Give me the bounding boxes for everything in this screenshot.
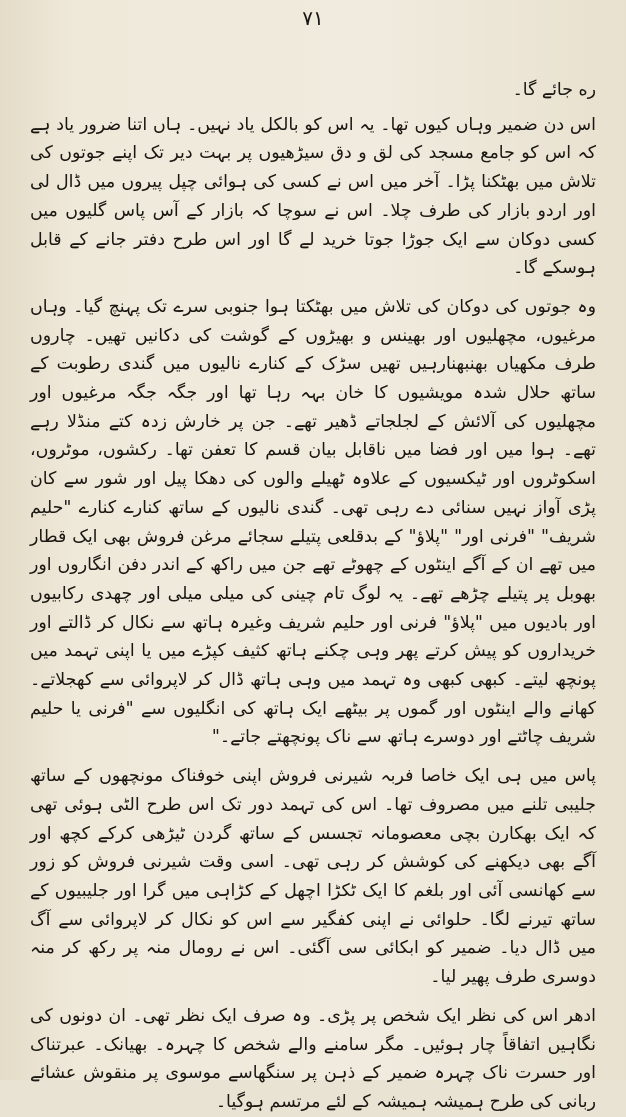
paragraph-1: ره جائے گا۔ [512, 80, 596, 100]
page-text [30, 76, 596, 1117]
paragraph-5: ادھر اس کی نظر ایک شخص پر پڑی۔ وہ صرف ایک نظر تھی۔ ان دونوں کی نگاہیں اتفاقاً چار ہوئیں۔ مگر سامنے والے شخص کا چہرہ۔ بھیانک۔ عبرتناک اور حسرت ناک چہرہ ضمیر کے ذہن پر سنگھاسے موسوی پر منقوش عشائے ربانی کی طرح ہمیشہ ہمیشہ کے لئے مرتسم ہوگیا۔ [30, 1005, 596, 1112]
page-number: ٧١ [302, 6, 324, 30]
paragraph-3: وہ جوتوں کی دوکان کی تلاش میں بھٹکتا ہوا جنوبی سرے تک پہنچ گیا۔ وہاں مرغیوں، مچھلیوں اور بھینس و بھیڑوں کے گوشت کی دکانیں تھیں۔ چاروں طرف مکھیاں بھنبھنارہیں تھیں سڑک کے کنارے نالیوں میں گندی رطوبت کے ساتھ حلال شدہ مویشیوں کا خان بہہ رہا تھا اور جگہ جگہ مرغیوں اور مچھلیوں کی آلائش کے لجلجاتے ڈھیر تھے۔ جن پر خارش زدہ کتے منڈلا رہے تھے۔ ہوا میں اور فضا میں ناقابل بیان قسم کا تعفن تھا۔ رکشوں، موٹروں، اسکوٹروں اور ٹیکسیوں کے علاوہ ٹھیلے والوں کی دھکا پیل اور شور سے کان پڑی آواز نہیں سنائی دے رہی تھی۔ گندی نالیوں کے ساتھ کنارے کنارے "حلیم شریف" "فرنی اور" "پلاؤ" کے بدقلعی پتیلے سجائے مرغن فروش بھی ایک قطار میں تھے ان کے آگے اینٹوں کے چھوٹے تھے جن میں راکھ کے اندر دفن انگاروں اور بھوبل پر پتیلے چڑھے تھے۔ یہ لوگ تام چینی کی میلی میلی اور چھدی رکابیوں اور بادیوں میں "پلاؤ" فرنی اور حلیم شریف وغیرہ ہاتھ سے نکال کر ڈالتے اور خریداروں کو پیش کرتے پھر وہی چکنے ہاتھ کثیف کپڑے میں یا اپنی تہمد میں پونچھ لیتے۔ کبھی کبھی وہ تہمد میں وہی ہاتھ ڈال کر لاپروائی سے کھجلاتے۔ کھانے والے اینٹوں اور گموں پر بیٹھے ایک ہاتھ کی انگلیوں سے "فرنی یا حلیم شریف چاٹتے اور دوسرے ہاتھ سے ناک پونچھتے جاتے۔" [30, 296, 596, 748]
paragraph-2: اس دن ضمیر وہاں کیوں تھا۔ یہ اس کو بالکل یاد نہیں۔ ہاں اتنا ضرور یاد ہے کہ اس کو جامع مسجد کی لق و دق سیڑھیوں پر بہت دیر تک اپنے جوتوں کی تلاش میں بھٹکنا پڑا۔ آخر میں اس نے کسی کی ہوائی چپل پیروں میں ڈال لی اور اردو بازار کی طرف چلا۔ اس نے سوچا کہ بازار کے آس پاس گلیوں میں کسی دوکان سے ایک جوڑا جوتا خرید لے گا اور اس طرح دفتر جانے کے قابل ہوسکے گا۔ [30, 114, 596, 279]
paragraph-4: پاس میں ہی ایک خاصا فربہ شیرنی فروش اپنی خوفناک مونچھوں کے ساتھ جلیبی تلنے میں مصروف تھا۔ اس کی تہمد دور تک اس طرح الٹی ہوئی تھی کہ ایک بھکارن بچی معصومانہ تجسس کے ساتھ گردن ٹیڑھی کرکے کچھ اور آگے بھی دیکھنے کی کوشش کر رہی تھی۔ اسی وقت شیرنی فروش کو زور سے کھانسی آئی اور بلغم کا ایک ٹکڑا اچھل کے کڑاہی میں گرا اور جلیبیوں کے ساتھ تیرنے لگا۔ حلوائی نے اپنی کفگیر سے اس کو نکال کر لاپروائی سے آگ میں ڈال دیا۔ ضمیر کو ابکائی سی آگئی۔ اس نے رومال منہ پر رکھ کر منہ دوسری طرف پھیر لیا۔ [30, 766, 596, 988]
